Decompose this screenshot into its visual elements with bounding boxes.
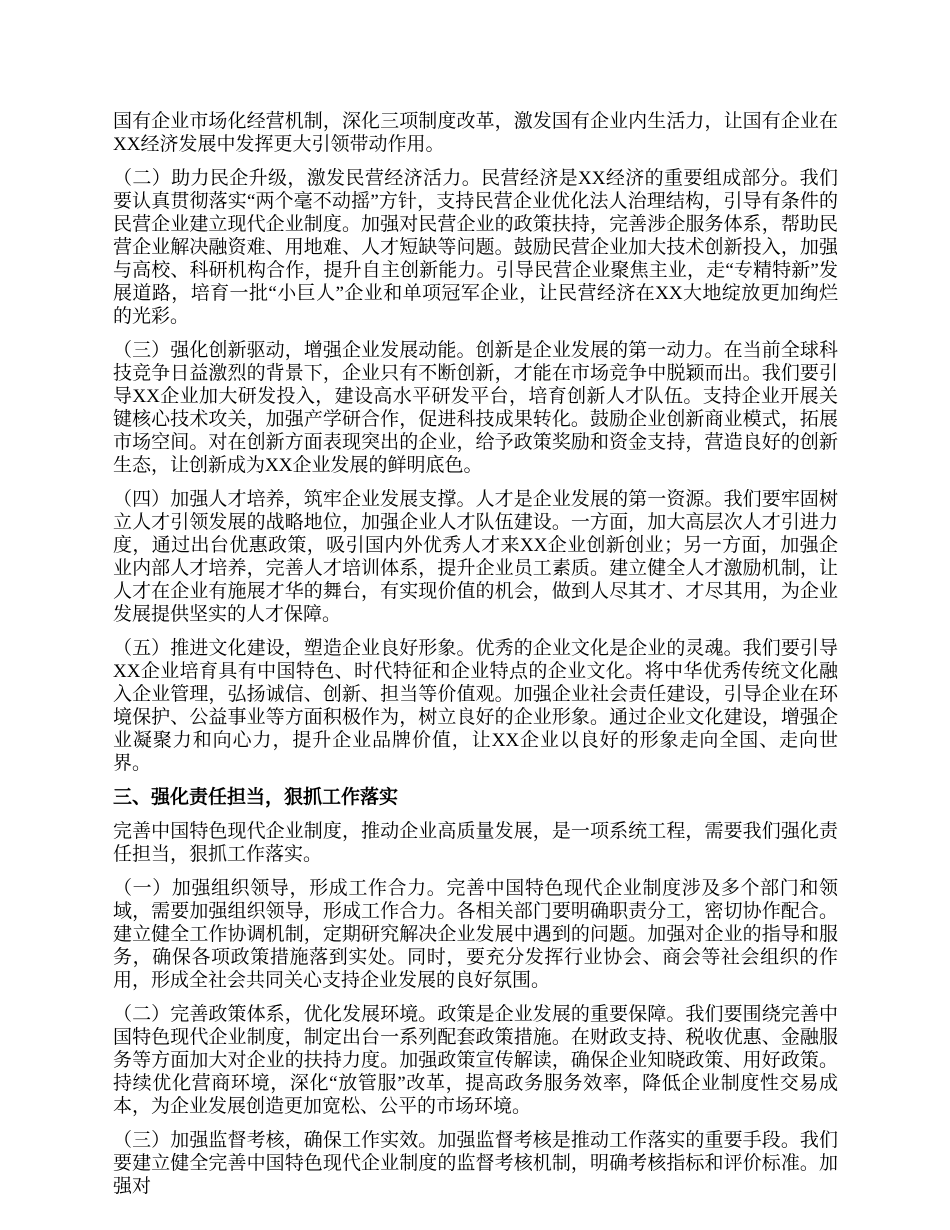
paragraph: 完善中国特色现代企业制度，推动企业高质量发展，是一项系统工程，需要我们强化责任担当，狠抓工作落实。 bbox=[113, 821, 838, 865]
section-heading: 三、强化责任担当，狠抓工作落实 bbox=[113, 787, 399, 808]
paragraph: （四）加强人才培养，筑牢企业发展支撑。人才是企业发展的第一资源。我们要牢固树立人才引领发展的战略地位，加强企业人才队伍建设。一方面，加大高层次人才引进力度，通过出台优惠政策，吸引国内外优秀人才来XX企业创新创业；另一方面，加强企业内部人才培养，完善人才培训体系，提升企业员工素质。建立健全人才激励机制，让人才在企业有施展才华的舞台，有实现价值的机会，做到人尽其才、才尽其用，为企业发展提供坚实的人才保障。 bbox=[113, 489, 838, 625]
paragraph: （三）加强监督考核，确保工作实效。加强监督考核是推动工作落实的重要手段。我们要建立健全完善中国特色现代企业制度的监督考核机制，明确考核指标和评价标准。加强对 bbox=[113, 1130, 838, 1197]
paragraph: （二）完善政策体系，优化发展环境。政策是企业发展的重要保障。我们要围绕完善中国特色现代企业制度，制定出台一系列配套政策措施。在财政支持、税收优惠、金融服务等方面加大对企业的扶持力度。加强政策宣传解读，确保企业知晓政策、用好政策。持续优化营商环境，深化“放管服”改革，提高政务服务效率，降低企业制度性交易成本，为企业发展创造更加宽松、公平的市场环境。 bbox=[113, 1004, 838, 1117]
paragraph: （二）助力民企升级，激发民营经济活力。民营经济是XX经济的重要组成部分。我们要认真贯彻落实“两个毫不动摇”方针，支持民营企业优化法人治理结构，引导有条件的民营企业建立现代企业制度。加强对民营企业的政策扶持，完善涉企服务体系，帮助民营企业解决融资难、用地难、人才短缺等问题。鼓励民营企业加大技术创新投入，加强与高校、科研机构合作，提升自主创新能力。引导民营企业聚焦主业，走“专精特新”发展道路，培育一批“小巨人”企业和单项冠军企业，让民营经济在XX大地绽放更加绚烂的光彩。 bbox=[113, 168, 838, 327]
paragraph: （五）推进文化建设，塑造企业良好形象。优秀的企业文化是企业的灵魂。我们要引导XX企业培育具有中国特色、时代特征和企业特点的企业文化。将中华优秀传统文化融入企业管理，弘扬诚信、创新、担当等价值观。加强企业社会责任建设，引导企业在环境保护、公益事业等方面积极作为，树立良好的企业形象。通过企业文化建设，增强企业凝聚力和向心力，提升企业品牌价值，让XX企业以良好的形象走向全国、走向世界。 bbox=[113, 638, 838, 774]
document-body bbox=[113, 110, 838, 1198]
paragraph: （一）加强组织领导，形成工作合力。完善中国特色现代企业制度涉及多个部门和领域，需要加强组织领导，形成工作合力。各相关部门要明确职责分工，密切协作配合。建立健全工作协调机制，定期研究解决企业发展中遇到的问题。加强对企业的指导和服务，确保各项政策措施落到实处。同时，要充分发挥行业协会、商会等社会组织的作用，形成全社会共同关心支持企业发展的良好氛围。 bbox=[113, 878, 838, 991]
paragraph: 国有企业市场化经营机制，深化三项制度改革，激发国有企业内生活力，让国有企业在XX经济发展中发挥更大引领带动作用。 bbox=[113, 111, 838, 155]
paragraph: （三）强化创新驱动，增强企业发展动能。创新是企业发展的第一动力。在当前全球科技竞争日益激烈的背景下，企业只有不断创新，才能在市场竞争中脱颖而出。我们要引导XX企业加大研发投入，建设高水平研发平台，培育创新人才队伍。支持企业开展关键核心技术攻关，加强产学研合作，促进科技成果转化。鼓励企业创新商业模式，拓展市场空间。对在创新方面表现突出的企业，给予政策奖励和资金支持，营造良好的创新生态，让创新成为XX企业发展的鲜明底色。 bbox=[113, 340, 838, 476]
